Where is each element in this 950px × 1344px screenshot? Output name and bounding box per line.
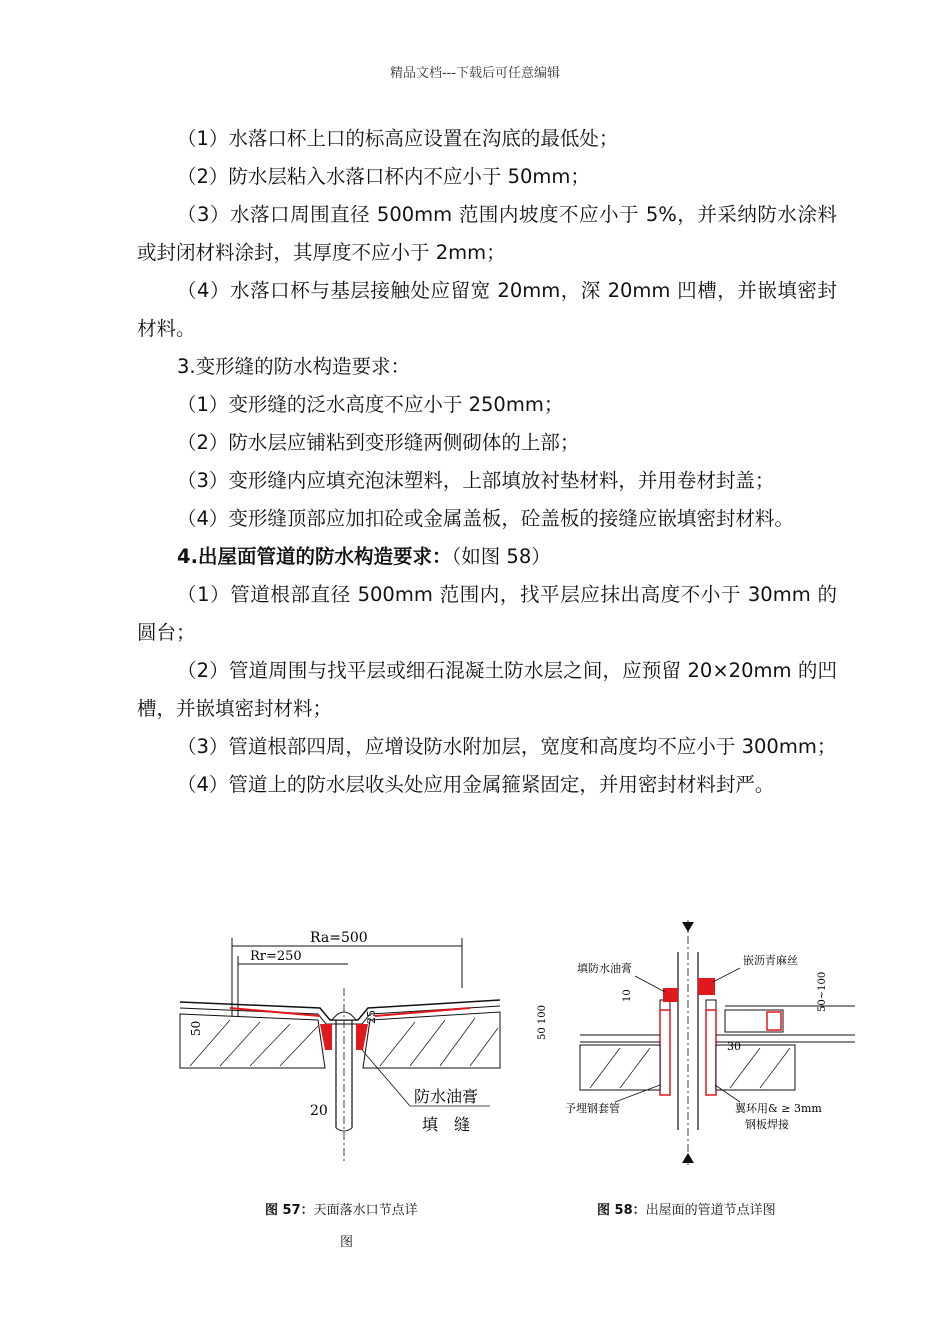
figure-58-caption-number: 图 58： [597,1203,646,1218]
label-asphalt-hemp: 嵌沥青麻丝 [743,954,798,967]
paragraph [137,424,837,462]
dim-25-label: 25 [365,1010,378,1024]
label-waterproof-oil: 防水油膏 [414,1087,479,1106]
paragraph [137,652,837,728]
label-wing-ring: 翼环用& ≥ 3mm [735,1102,822,1115]
paragraph [137,348,837,386]
dim-ra-label: Ra=500 [310,930,368,946]
paragraph-text: （1）水落口杯上口的标高应设置在沟底的最低处； [177,127,619,150]
paragraph-text: （4）水落口杯与基层接触处应留宽 20mm，深 20mm 凹槽，并嵌填密封材料。 [137,279,837,340]
paragraph [137,272,837,348]
paragraph-text: （4）管道上的防水层收头处应用金属箍紧固定，并用密封材料封严。 [177,773,775,796]
paragraph-text: （1）管道根部直径 500mm 范围内，找平层应抹出高度不小于 30mm 的圆台； [137,583,837,644]
label-fill-seam: 填 缝 [422,1115,471,1134]
figure-57-caption-number: 图 57： [265,1203,314,1218]
paragraph-text: 4.出屋面管道的防水构造要求： [177,545,452,568]
document-body [137,120,837,804]
dim-30-label: 30 [727,1040,741,1053]
paragraph [137,120,837,158]
paragraph [137,500,837,538]
paragraph-text: 3.变形缝的防水构造要求： [177,355,411,378]
label-steel-welding: 钢板焊接 [745,1118,789,1131]
paragraph [137,728,837,766]
paragraph [137,196,837,272]
page-header: 精品文档---下载后可任意编辑 [389,66,561,81]
paragraph-text: （3）水落口周围直径 500mm 范围内坡度不应小于 5%，并采纳防水涂料或封闭材料涂封，其厚度不应小于 2mm； [137,203,837,264]
figure-58-caption-text: 出屋面的管道节点详图 [645,1203,776,1218]
figure-57-drainage-outlet-diagram [170,928,505,1163]
dim-10-label: 10 [622,989,633,1002]
paragraph [137,462,837,500]
paragraph-text: （4）变形缝顶部应加扣砼或金属盖板，砼盖板的接缝应嵌填密封材料。 [177,507,794,530]
dim-rr-label: Rr=250 [250,949,302,964]
figure-57-caption [265,1199,418,1218]
paragraph-text: （1）变形缝的泛水高度不应小于 250mm； [177,393,564,416]
paragraph [137,386,837,424]
figure-58-roof-pipe-diagram [535,920,855,1165]
paragraph [137,576,837,652]
figure-57-caption-continued: 图 [340,1235,354,1250]
dim-50-100-right: 50~100 [817,971,828,1012]
paragraph-text: （2）管道周围与找平层或细石混凝土防水层之间，应预留 20×20mm 的凹槽，并嵌填密封材料； [137,659,837,720]
paragraph-text: （2）防水层应铺粘到变形缝两侧砌体的上部； [177,431,580,454]
dim-20-label: 20 [310,1103,328,1119]
dim-50-label: 50 [189,1020,203,1036]
paragraph [137,158,837,196]
paragraph-suffix: （如图 58） [451,545,551,568]
paragraph [137,766,837,804]
label-embedded-steel-sleeve: 予埋钢套管 [565,1102,620,1115]
paragraph [137,538,837,576]
paragraph-text: （2）防水层粘入水落口杯内不应小于 50mm； [177,165,590,188]
paragraph-text: （3）管道根部四周，应增设防水附加层，宽度和高度均不应小于 300mm； [177,735,837,758]
label-fill-waterproof-oil: 填防水油膏 [577,962,632,975]
figure-58-caption [597,1199,776,1218]
paragraph-text: （3）变形缝内应填充泡沫塑料，上部填放衬垫材料，并用卷材封盖； [177,469,775,492]
dim-50-100-left: 50 100 [537,1005,548,1040]
figure-57-caption-text: 天面落水口节点详 [313,1203,418,1218]
